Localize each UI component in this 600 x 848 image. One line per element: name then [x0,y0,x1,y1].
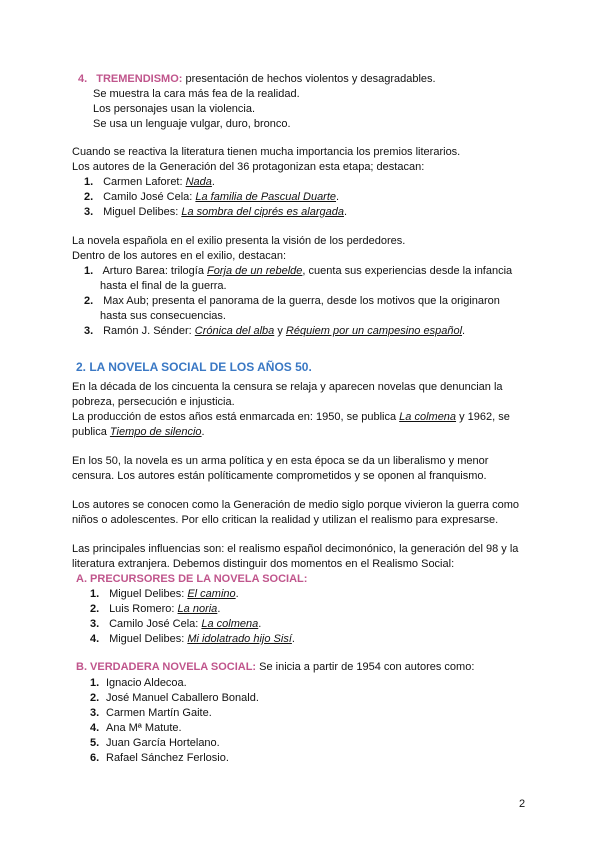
tremendismo-heading-line [78,72,436,86]
list-item [90,691,259,705]
section4-intro: presentación de hechos violentos y desagradables. [185,73,436,85]
punctuation: . [217,603,221,615]
author-name: Ana Mª Matute. [106,722,182,734]
verdadera-intro: Se inicia a partir de 1954 con autores como: [256,661,475,673]
list-number: 5. [90,737,100,749]
list-item [90,736,220,750]
body-text: y 1962, se [456,411,510,423]
list-item [84,175,215,189]
punctuation: . [462,325,466,337]
gen36-paragraph: Cuando se reactiva la literatura tienen mucha importancia los premios literarios. [72,146,461,158]
section4-line: Se usa un lenguaje vulgar, duro, bronco. [93,118,291,130]
author-name: Miguel Delibes: [109,633,188,645]
page-number: 2 [519,798,526,810]
author-name: Miguel Delibes: [103,206,179,218]
list-number: 4. [90,722,100,734]
author-name: Ignacio Aldecoa. [106,677,187,689]
list-item [90,632,295,646]
section2-heading: 2. LA NOVELA SOCIAL DE LOS AÑOS 50. [76,360,312,374]
body-line [72,410,510,424]
body-text: La producción de estos años está enmarcada en: 1950, se publica [72,411,400,423]
list-item [90,751,229,765]
work-title: Mi idolatrado hijo Sisí [187,633,292,645]
author-name: Miguel Delibes: [109,588,188,600]
work-title: La colmena [201,618,259,630]
author-name: Camilo José Cela: [109,618,202,630]
body-line: pobreza, persecución e injusticia. [72,396,235,408]
body-line: literatura extranjera. Debemos distinguir dos momentos en el Realismo Social: [72,558,455,570]
item-text: , cuenta sus experiencias desde la infancia [302,265,513,277]
list-number: 3. [90,618,100,630]
gen36-paragraph: Los autores de la Generación del 36 protagonizan esta etapa; destacan: [72,161,425,173]
list-number: 3. [90,707,100,719]
work-title: Forja de un rebelde [207,265,303,277]
author-name: Camilo José Cela: [103,191,193,203]
body-line: censura. Los autores están políticamente comprometidos y se oponen al franquismo. [72,470,487,482]
work-title: La familia de Pascual Duarte [195,191,337,203]
author-name: Luis Romero: [109,603,178,615]
author-name: Rafael Sánchez Ferlosio. [106,752,229,764]
body-text: publica [72,426,110,438]
author-name: Carmen Martín Gaite. [106,707,212,719]
list-number: 2. [84,191,94,203]
punctuation: . [343,206,348,218]
section4-number: 4. [78,73,88,85]
work-title: Réquiem por un campesino español [285,325,463,337]
verdadera-heading: B. VERDADERA NOVELA SOCIAL: [76,661,257,673]
exile-paragraph: Dentro de los autores en el exilio, destacan: [72,250,287,262]
work-title: El camino [187,588,236,600]
list-item [84,205,347,219]
list-item [84,324,465,338]
body-line: Las principales influencias son: el realismo español decimonónico, la generación del 98 y la [72,543,519,555]
punctuation: . [258,618,262,630]
author-name: José Manuel Caballero Bonald. [106,692,259,704]
work-title: La sombra del ciprés es alargada [181,206,344,218]
body-line: Los autores se conocen como la Generación de medio siglo porque vivieron la guerra como [72,499,519,511]
list-number: 3. [84,325,94,337]
list-item [90,706,212,720]
list-item [90,721,182,735]
precursores-heading: A. PRECURSORES DE LA NOVELA SOCIAL: [76,573,308,585]
item-continuation: hasta el final de la guerra. [100,280,227,292]
body-line: niños o adolescentes. Por ello critican la realidad y utilizan el realismo para expresarse. [72,514,499,526]
item-text: Arturo Barea: trilogía [102,265,208,277]
list-number: 2. [90,603,100,615]
section4-line: Los personajes usan la violencia. [93,103,256,115]
work-title: Tiempo de silencio [109,426,202,438]
work-title: Nada [185,176,212,188]
section4-line: Se muestra la cara más fea de la realidad. [93,88,300,100]
list-number: 1. [90,588,100,600]
list-item [84,264,512,278]
punctuation: . [201,426,205,438]
author-name: Juan García Hortelano. [106,737,220,749]
item-continuation: hasta sus consecuencias. [100,310,226,322]
item-text: Ramón J. Sénder: [103,325,195,337]
list-number: 6. [90,752,100,764]
list-item [90,602,220,616]
item-text: Max Aub; presenta el panorama de la guerra, desde los motivos que la originaron [103,295,500,307]
body-line [72,425,205,439]
list-item [90,587,239,601]
section4-heading: TREMENDISMO: [96,73,183,85]
work-title: Crónica del alba [194,325,275,337]
list-number: 1. [84,176,94,188]
punctuation: . [211,176,215,188]
list-item [84,294,500,308]
list-item [90,676,187,690]
list-number: 1. [84,265,94,277]
punctuation: . [235,588,239,600]
list-item [90,617,261,631]
verdadera-heading-line [76,660,474,674]
list-number: 1. [90,677,100,689]
list-number: 2. [90,692,100,704]
list-number: 3. [84,206,94,218]
work-title: La colmena [399,411,457,423]
body-line: En los 50, la novela es un arma política y en esta época se da un liberalismo y menor [72,455,489,467]
punctuation: . [291,633,295,645]
list-number: 2. [84,295,94,307]
body-line: En la década de los cincuenta la censura se relaja y aparecen novelas que denuncian la [72,381,503,393]
exile-paragraph: La novela española en el exilio presenta la visión de los perdedores. [72,235,406,247]
list-item [84,190,339,204]
item-text: y [274,325,286,337]
work-title: La noria [177,603,218,615]
list-number: 4. [90,633,100,645]
punctuation: . [336,191,340,203]
author-name: Carmen Laforet: [103,176,183,188]
